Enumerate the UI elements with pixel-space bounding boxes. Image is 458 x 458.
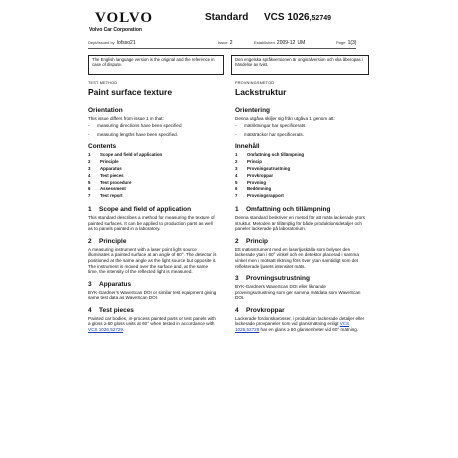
list-item: - mätriktningar har specificerats [235, 123, 306, 129]
section-1-heading-sv: 1 Omfattning och tillämpning [235, 205, 331, 213]
contents-heading-sv: Innehåll [235, 143, 260, 151]
vcs-suffix: ,52749 [309, 15, 332, 22]
list-item: - measuring lengths have been specified. [88, 131, 178, 137]
toc-item[interactable]: 6 Assessment [88, 186, 126, 192]
section-3-text: BYK-Gardner’s WaveScan DOI or similar test equipment giving same test data as WaveScan DOI. [88, 289, 217, 301]
issue-label: Issue [218, 40, 228, 45]
toc-item[interactable]: 1 Omfattning och tillämpning [235, 152, 305, 158]
orientation-text-sv: Denna utgåva skiljer sig från utgåva 1 genom att: [235, 115, 335, 121]
section-2-heading-sv: 2 Princip [235, 237, 269, 245]
section-2-text-sv: Ett mätinstrument med en laserljuskälla som belyser den lackerade ytan i 60° vinkel och en detektor placerad i samma vinkel men i motsatt riktning förs över ytan samtidigt som det reflekterade ljusets intensitet mäts. [235, 246, 359, 269]
orientation-text: This issue differs from issue 1 in that: [88, 115, 164, 121]
english-notice-box: The English language version is the original and the reference in case of dispute. [88, 55, 224, 75]
orientation-list [88, 123, 218, 137]
toc-item[interactable]: 5 Test procedure [88, 179, 132, 185]
table-of-contents-sv [235, 152, 367, 200]
toc-item[interactable]: 2 Principle [88, 159, 119, 165]
toc-item[interactable]: 7 Provningsrapport [235, 193, 284, 199]
dept-value: lofsso21 [116, 40, 136, 46]
corporation-name: Volvo Car Corporation [89, 27, 142, 33]
section-1-text-sv: Denna standard beskriver en metod för att mäta lackerade ytors struktur. Metoden är tillämplig för både produktionsdetaljer och paneler lackerade på laboratorium. [235, 214, 365, 232]
header-divider [88, 48, 356, 49]
established-suffix: UM [297, 40, 306, 46]
section-2-text: A measuring instrument with a laser point light source illuminates a painted surface at an angle of 60°. The detector is positioned at the same angle as the light source but opposite it. The instrument is moved over the surface and, at the same time, the intensity of the reflected light is measured. [88, 246, 217, 275]
toc-item[interactable]: 6 Bedömning [235, 186, 272, 192]
section-1-heading: 1 Scope and field of application [88, 205, 192, 213]
toc-item[interactable]: 4 Test pieces [88, 172, 124, 178]
page-value: 1(3) [347, 40, 357, 46]
vcs-main: VCS 1026 [264, 12, 310, 23]
document-header [0, 0, 458, 50]
swedish-notice-box: Den engelska språkversionen är originalversion och ska åberopas i händelse av tvist. [231, 55, 369, 75]
established-label: Established [254, 40, 275, 45]
toc-item[interactable]: 2 Princip [235, 159, 262, 165]
toc-item[interactable]: 7 Test report [88, 193, 123, 199]
list-item: - mätsträckor har specificerats. [235, 131, 304, 137]
standard-label: Standard [205, 12, 249, 23]
section-4-heading-sv: 4 Provkroppar [235, 306, 285, 314]
swedish-column [235, 81, 367, 335]
toc-item[interactable]: 5 Provning [235, 179, 267, 185]
orientation-heading-sv: Orientering [235, 106, 271, 114]
orientation-list-sv [235, 123, 367, 137]
issue-field [218, 40, 233, 46]
section-1-text: This standard describes a method for measuring the texture of painted surfaces. It can be applied to production parts as well as to panels painted in a laboratory. [88, 214, 215, 232]
section-2-heading: 2 Principle [88, 237, 127, 245]
section-3-heading: 3 Apparatus [88, 280, 132, 288]
issue-value: 2 [229, 40, 233, 46]
contents-heading: Contents [88, 143, 117, 151]
section-3-text-sv: BYK-Gardners WaveScan DOI eller liknande provningsutrustning som ger samma mätdata som WaveScan DOI. [235, 284, 361, 301]
page-field [336, 40, 356, 46]
section-3-heading-sv: 3 Provningsutrustning [235, 275, 310, 283]
vcs-reference-link-sv[interactable]: VCS 1026,52729 [235, 321, 350, 333]
established-field [254, 40, 305, 46]
english-column [88, 81, 218, 335]
method-label: TEST METHOD [88, 81, 118, 85]
table-of-contents [88, 152, 218, 200]
list-item: - measuring directions have been specified [88, 123, 182, 129]
document-title: Paint surface texture [88, 86, 173, 97]
volvo-logo: VOLVO [95, 10, 154, 26]
toc-item[interactable]: 3 Apparatus [88, 165, 122, 171]
section-4-heading: 4 Test pieces [88, 306, 134, 314]
document-title-sv: Lackstruktur [235, 86, 287, 97]
section-4-text-sv: Lackerade fordonskarosser, i produktion lackerade detaljer eller lackerade provpaneler som vid glansmätning enligt VCS 1026,52729 har en glans ≥ 60 glansenheter vid 60° mätning. [235, 315, 365, 333]
toc-item[interactable]: 1 Scope and field of application [88, 152, 163, 158]
established-value: 2009-12 [276, 40, 296, 46]
vcs-number [264, 12, 331, 23]
method-label-sv: PROVNINGSMETOD [235, 81, 275, 85]
toc-item[interactable]: 4 Provkroppar [235, 172, 274, 178]
dept-field [88, 40, 136, 46]
section-4-text: Painted car bodies, in-process painted parts or test panels with a gloss ≥ 60 gloss units at 60° when tested in accordance with VCS 1026,52729. [88, 315, 216, 333]
dept-label: Dept/Issued by [88, 40, 115, 45]
orientation-heading: Orientation [88, 106, 123, 114]
vcs-reference-link[interactable]: VCS 1026,52729 [88, 327, 123, 333]
toc-item[interactable]: 3 Provningsutrustning [235, 165, 291, 171]
page-label: Page [336, 40, 346, 45]
